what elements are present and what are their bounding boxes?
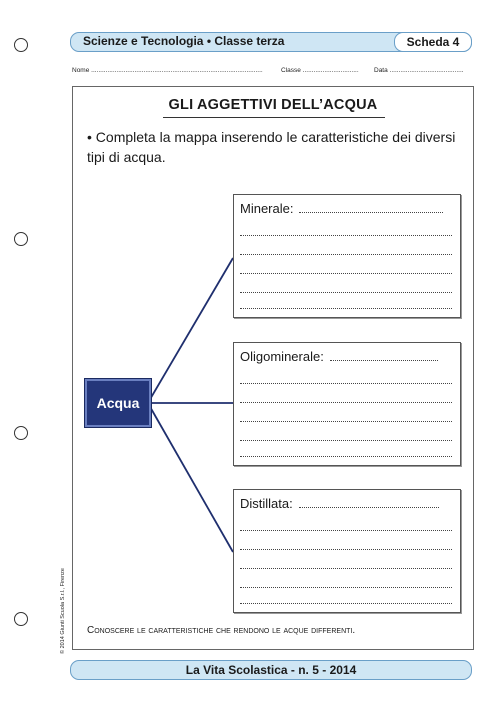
publication-footer: La Vita Scolastica - n. 5 - 2014 <box>70 660 472 680</box>
data-field: Data ......................................... <box>374 67 464 74</box>
connector-minerale <box>149 258 233 401</box>
subject-label: Scienze e Tecnologia • Classe terza <box>83 34 285 48</box>
binder-hole-2 <box>14 232 28 246</box>
answer-line[interactable] <box>240 456 452 457</box>
category-box-distillata <box>233 489 461 613</box>
binder-hole-4 <box>14 612 28 626</box>
copyright-text: © 2014 Giunti Scuola S.r.l., Firenze <box>60 568 66 654</box>
worksheet-frame <box>72 86 474 650</box>
answer-line[interactable] <box>240 603 452 604</box>
category-box-minerale <box>233 194 461 318</box>
answer-line[interactable] <box>240 292 452 293</box>
connector-distillata <box>149 405 233 552</box>
category-label-distillata: Distillata: <box>240 496 293 511</box>
category-label-oligominerale: Oligominerale: <box>240 349 324 364</box>
answer-line[interactable] <box>240 530 452 531</box>
answer-line[interactable] <box>240 383 452 384</box>
answer-line[interactable] <box>299 507 439 508</box>
header-bar <box>70 32 472 52</box>
answer-line[interactable] <box>240 308 452 309</box>
answer-line[interactable] <box>240 440 452 441</box>
binder-hole-1 <box>14 38 28 52</box>
acqua-node: Acqua <box>85 379 151 427</box>
worksheet-title: GLI AGGETTIVI DELL’ACQUA <box>168 97 378 113</box>
answer-line[interactable] <box>240 235 452 236</box>
answer-line[interactable] <box>240 273 452 274</box>
instruction-text: • Completa la mappa inserendo le caratteristiche dei diversi tipi di acqua. <box>87 129 456 165</box>
category-label-minerale: Minerale: <box>240 201 294 216</box>
binder-hole-3 <box>14 426 28 440</box>
answer-line[interactable] <box>299 212 443 213</box>
answer-line[interactable] <box>240 568 452 569</box>
category-box-oligominerale <box>233 342 461 466</box>
answer-line[interactable] <box>240 587 452 588</box>
learning-objective: Conoscere le caratteristiche che rendono le acque differenti. <box>87 625 356 636</box>
classe-field: Classe ............................... <box>281 67 359 74</box>
nome-field: Nome ............................................................................................... <box>72 67 263 74</box>
answer-line[interactable] <box>330 360 438 361</box>
answer-line[interactable] <box>240 402 452 403</box>
scheda-tab: Scheda 4 <box>394 32 472 52</box>
answer-line[interactable] <box>240 549 452 550</box>
answer-line[interactable] <box>240 254 452 255</box>
answer-line[interactable] <box>240 421 452 422</box>
